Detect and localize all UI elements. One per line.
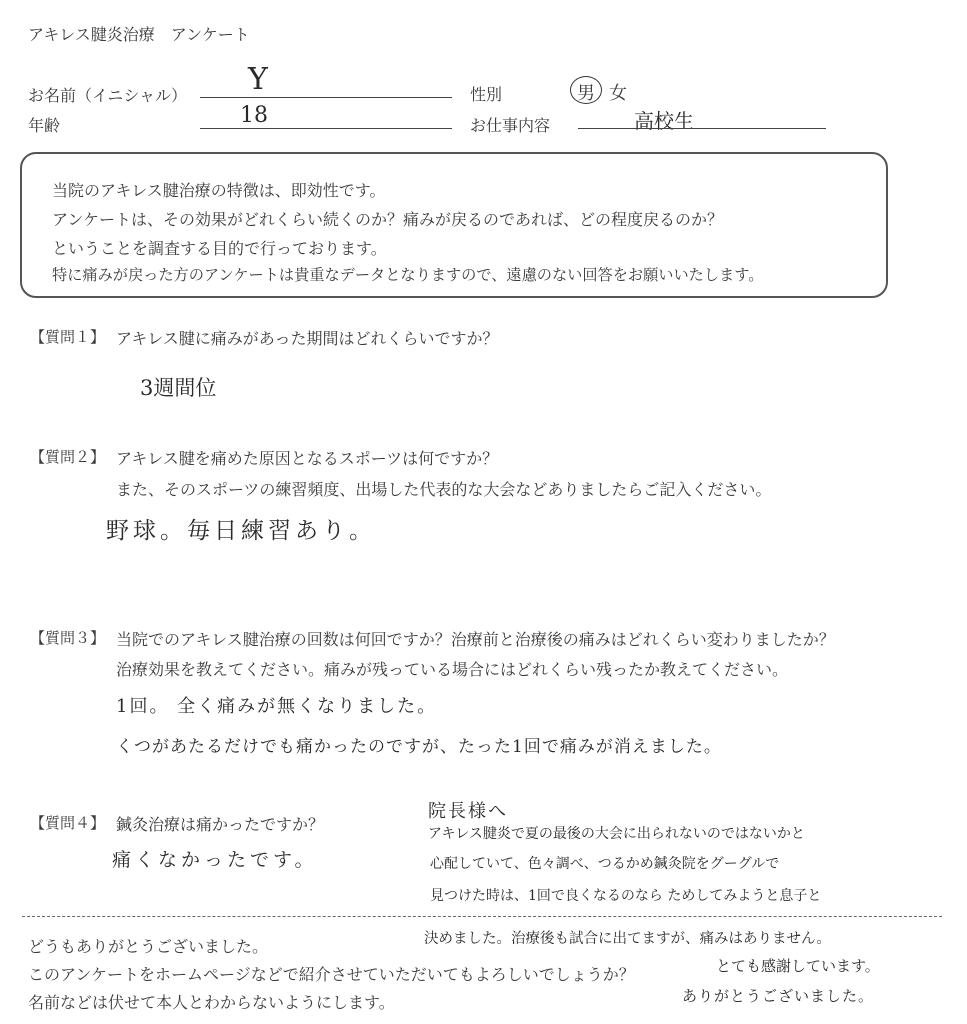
intro-line-3: ということを調査する目的で行っております。	[52, 239, 387, 258]
job-label: お仕事内容	[470, 116, 551, 135]
q1-answer[interactable]: 3週間位	[140, 376, 217, 400]
message-line-3[interactable]: 心配していて、色々調べ、つるかめ鍼灸院をグーグルで	[430, 856, 780, 872]
name-label: お名前（イニシャル）	[28, 86, 188, 105]
q3-answer-1[interactable]: 1回。 全く痛みが無くなりました。	[116, 696, 438, 717]
gender-label: 性別	[470, 85, 503, 104]
age-field-underline	[200, 128, 452, 129]
q2-text-2: また、そのスポーツの練習頻度、出場した代表的な大会などありましたらご記入ください。	[116, 480, 772, 499]
name-field-underline	[200, 97, 452, 98]
footer-line-1: どうもありがとうございました。	[28, 937, 269, 956]
age-label: 年齢	[28, 116, 61, 135]
q1-tag: 【質問１】	[30, 328, 106, 346]
footer-line-2: このアンケートをホームページなどで紹介させていただいてもよろしいでしょうか？	[28, 965, 635, 984]
q3-tag: 【質問３】	[30, 629, 106, 647]
gender-female-option[interactable]: 女	[609, 83, 627, 104]
job-value[interactable]: 高校生	[634, 109, 694, 133]
intro-box	[20, 152, 888, 298]
intro-line-2: アンケートは、その効果がどれくらい続くのか？痛みが戻るのであれば、どの程度戻るのか？	[52, 210, 724, 229]
q3-text-2: 治療効果を教えてください。痛みが残っている場合にはどれくらい残ったか教えてください。	[116, 660, 789, 679]
q1-text: アキレス腱に痛みがあった期間はどれくらいですか？	[116, 329, 499, 348]
gender-male-option[interactable]: 男	[577, 83, 595, 104]
q2-answer[interactable]: 野球。毎日練習あり。	[106, 518, 376, 544]
message-line-1[interactable]: 院長様へ	[428, 801, 508, 822]
intro-line-4: 特に痛みが戻った方のアンケートは貴重なデータとなりますので、遠慮のない回答をお願いいたします。	[52, 266, 764, 284]
q4-text: 鍼灸治療は痛かったですか？	[116, 815, 325, 834]
dashed-separator	[22, 916, 942, 917]
intro-line-1: 当院のアキレス腱治療の特徴は、即効性です。	[52, 181, 386, 200]
q3-text: 当院でのアキレス腱治療の回数は何回ですか？治療前と治療後の痛みはどれくらい変わりましたか？	[116, 630, 835, 649]
age-value[interactable]: 18	[240, 103, 268, 128]
q2-text: アキレス腱を痛めた原因となるスポーツは何ですか？	[116, 449, 499, 468]
q2-tag: 【質問２】	[30, 448, 106, 466]
page-title: アキレス腱炎治療 アンケート	[28, 25, 250, 44]
message-line-2[interactable]: アキレス腱炎で夏の最後の大会に出られないのではないかと	[428, 826, 805, 842]
name-value[interactable]: Y	[248, 62, 268, 97]
q4-tag: 【質問４】	[30, 814, 106, 832]
q3-answer-2[interactable]: くつがあたるだけでも痛かったのですが、たった1回で痛みが消えました。	[116, 737, 722, 757]
message-line-6[interactable]: とても感謝しています。	[716, 957, 880, 975]
message-line-5[interactable]: 決めました。治療後も試合に出てますが、痛みはありません。	[424, 931, 831, 947]
message-line-7[interactable]: ありがとうございました。	[682, 987, 875, 1005]
footer-line-3: 名前などは伏せて本人とわからないようにします。	[28, 993, 395, 1012]
job-field-underline	[578, 128, 826, 129]
message-line-4[interactable]: 見つけた時は、1回で良くなるのなら ためしてみようと息子と	[430, 888, 822, 904]
q4-answer[interactable]: 痛くなかったです。	[112, 849, 318, 871]
